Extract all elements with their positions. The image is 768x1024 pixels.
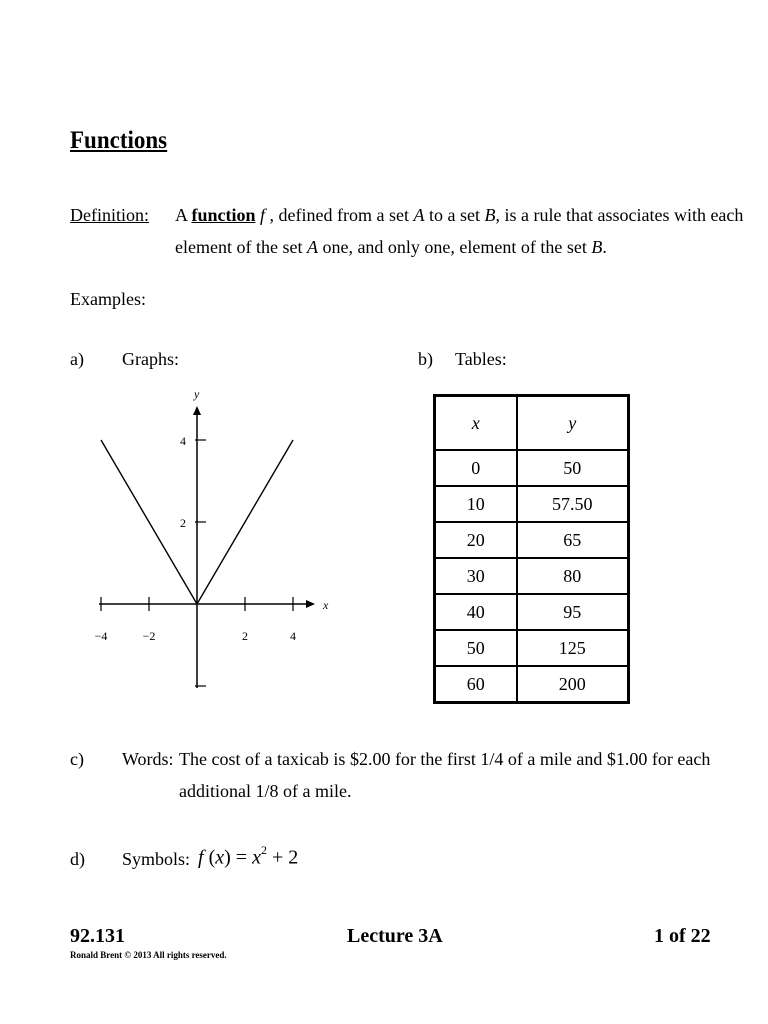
table-row [435,486,629,522]
definition-text: element of the set [175,237,307,257]
definition-text: to a set [424,205,485,225]
footer-course: 92.131 [70,925,125,947]
expr-fn: f [198,846,204,869]
tables-label: Tables: [455,349,507,369]
definition-line-2 [175,238,607,256]
y-tick-label: 4 [180,434,186,448]
table-header-y: y [517,396,629,451]
y-axis-label: y [194,387,200,401]
table-cell: 50 [435,630,517,666]
table-header-x: x [435,396,517,451]
values-table [433,394,630,704]
set-a: A [413,205,425,225]
words-text-line-2: additional 1/8 of a mile. [179,781,352,801]
table-cell: 125 [517,630,629,666]
set-b: B [591,237,603,257]
table-row [435,666,629,703]
table-cell: 0 [435,450,517,486]
graph-chart [80,382,340,692]
expr-close: ) [224,846,231,869]
expr-exponent: 2 [260,843,267,857]
graphs-label: Graphs: [122,349,179,369]
y-axis-arrow [193,406,201,415]
table-row [435,450,629,486]
table-cell: 200 [517,666,629,703]
y-tick-label: 2 [180,516,186,530]
table-header-row [435,396,629,451]
x-axis-label: x [323,598,329,612]
definition-var: f [255,205,270,225]
table-row [435,558,629,594]
footer-copyright: Ronald Brent © 2013 All rights reserved. [70,950,227,960]
table-row [435,594,629,630]
expr-base: x [252,846,261,869]
page-title: Functions [70,127,168,154]
expr-tail: + 2 [266,846,299,869]
table-cell: 57.50 [517,486,629,522]
x-tick-label: 2 [242,629,248,643]
definition-line-1 [175,206,743,224]
symbols-label: Symbols: [122,849,191,869]
set-b: B [484,205,496,225]
expr-eq: = [230,846,253,869]
words-text-line-1: The cost of a taxicab is $2.00 for the first 1/4 of a mile and $1.00 for each [179,749,711,769]
definition-term: function [191,205,256,225]
x-axis-arrow [306,600,315,608]
symbols-expression [198,843,299,869]
symbols-marker: d) [70,849,85,869]
definition-text: , is a rule that associates with each [495,205,744,225]
table-row [435,630,629,666]
table-cell: 60 [435,666,517,703]
footer-page: 1 of 22 [654,925,711,947]
table-cell: 40 [435,594,517,630]
definition-text: . [602,237,607,257]
table-cell: 10 [435,486,517,522]
table-cell: 50 [517,450,629,486]
words-marker: c) [70,749,84,769]
table-cell: 20 [435,522,517,558]
x-tick-label: 4 [290,629,296,643]
definition-text: A [175,205,192,225]
x-tick-label: −2 [142,629,156,643]
table-cell: 80 [517,558,629,594]
tables-marker: b) [418,349,433,369]
x-tick-label: −4 [94,629,108,643]
set-a: A [306,237,318,257]
table-cell: 65 [517,522,629,558]
table-row [435,522,629,558]
graphs-marker: a) [70,349,84,369]
expr-open: ( [203,846,216,869]
expr-var: x [215,846,225,869]
definition-text: , defined from a set [269,205,414,225]
footer-lecture: Lecture 3A [347,925,443,947]
examples-label: Examples: [70,289,146,309]
words-label: Words: [122,749,174,769]
definition-text: one, and only one, element of the set [317,237,592,257]
table-cell: 95 [517,594,629,630]
definition-label: Definition: [70,205,149,225]
table-cell: 30 [435,558,517,594]
